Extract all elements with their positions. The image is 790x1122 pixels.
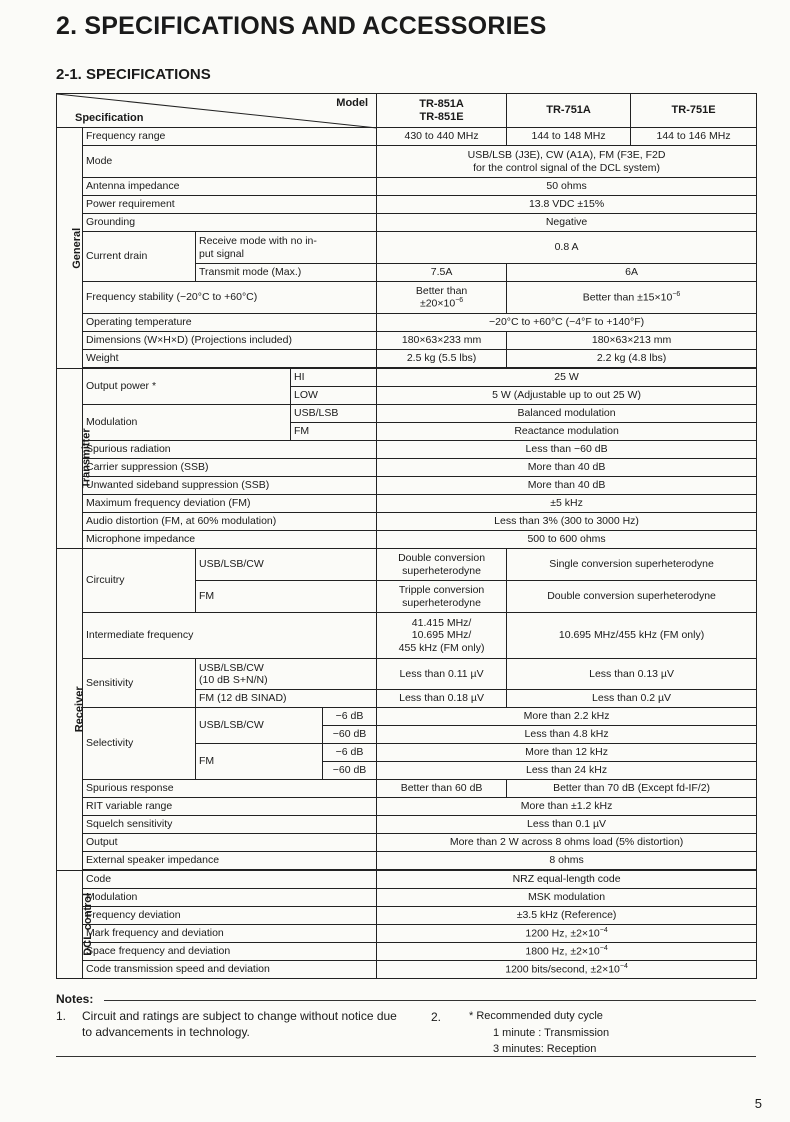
value-cell: 2.2 kg (4.8 lbs) [507,350,757,368]
db-label: −60 dB [323,762,377,780]
table-header-row [57,94,757,128]
notes-title: Notes: [56,992,94,1006]
table-row [57,314,757,332]
value-cell: 180×63×213 mm [507,332,757,350]
value-cell: Less than −60 dB [377,441,757,459]
note-text: 1 minute : Transmission [493,1026,610,1039]
table-row [57,369,757,387]
table-row [57,889,757,907]
value-cell: 7.5A [377,264,507,282]
db-label: −6 dB [323,708,377,726]
row-label: Selectivity [83,708,196,780]
value-cell: More than 2 W across 8 ohms load (5% distortion) [377,834,757,852]
value-cell: ±3.5 kHz (Reference) [377,907,757,925]
table-row [57,196,757,214]
table-row [57,613,757,659]
notes-section [56,992,756,1055]
row-label: Mode [83,146,377,178]
db-label: −60 dB [323,726,377,744]
row-label: Mark frequency and deviation [83,925,377,943]
model-col-tr751e: TR-751E [631,94,757,128]
sub-label: USB/LSB/CW (10 dB S+N/N) [196,659,377,690]
value-cell: Less than 0.2 µV [507,690,757,708]
group-transmitter: Transmitter [57,369,83,549]
table-row [57,477,757,495]
sub-label: LOW [291,387,377,405]
group-receiver: Receiver [57,549,83,871]
table-row [57,798,757,816]
notes-divider [56,1056,756,1057]
row-label: Microphone impedance [83,531,377,549]
row-label: Squelch sensitivity [83,816,377,834]
table-row [57,708,757,726]
row-label: Intermediate frequency [83,613,377,659]
row-label: Space frequency and deviation [83,943,377,961]
row-label: Weight [83,350,377,368]
value-cell: 2.5 kg (5.5 lbs) [377,350,507,368]
note-number: 2. [431,1010,442,1024]
note-text: 3 minutes: Reception [493,1043,597,1055]
value-cell: Less than 24 kHz [377,762,757,780]
value-cell: 144 to 148 MHz [507,128,631,146]
row-label: Current drain [83,232,196,282]
value-cell: 50 ohms [377,178,757,196]
value-cell: Tripple conversion superheterodyne [377,581,507,613]
sub-label: FM [291,423,377,441]
table-row [57,780,757,798]
db-label: −6 dB [323,744,377,762]
value-cell: 500 to 600 ohms [377,531,757,549]
notes-divider [104,1000,756,1001]
value-cell: 8 ohms [377,852,757,870]
row-label: Audio distortion (FM, at 60% modulation) [83,513,377,531]
row-label: Frequency range [83,128,377,146]
row-label: Sensitivity [83,659,196,708]
table-row [57,405,757,423]
table-row [57,907,757,925]
specification-label: Specification [75,112,144,125]
table-row [57,961,757,979]
page-number: 5 [754,1096,762,1111]
value-cell: Single conversion superheterodyne [507,549,757,581]
row-label: Modulation [83,405,291,441]
model-col-tr751a: TR-751A [507,94,631,128]
row-label: Unwanted sideband suppression (SSB) [83,477,377,495]
row-label: Modulation [83,889,377,907]
table-row [57,925,757,943]
value-cell: Negative [377,214,757,232]
value-cell: 1200 Hz, $\pm 2\times 10^{-4}$ [377,925,757,943]
table-row [57,871,757,889]
sub-label: FM (12 dB SINAD) [196,690,377,708]
row-label: Power requirement [83,196,377,214]
value-cell: 13.8 VDC ±15% [377,196,757,214]
value-cell: NRZ equal-length code [377,871,757,889]
value-cell: 1200 bits/second, $\pm 2\times 10^{-4}$ [377,961,757,979]
value-cell: Better than $\pm 20\times 10^{-6}$ [377,282,507,314]
model-col-tr851: TR-851A TR-851E [377,94,507,128]
value-cell: 430 to 440 MHz [377,128,507,146]
row-label: Spurious response [83,780,377,798]
header-corner-cell [57,94,377,128]
value-cell: More than 40 dB [377,477,757,495]
row-label: Grounding [83,214,377,232]
table-row [57,178,757,196]
table-row [57,232,757,264]
row-label: Dimensions (W×H×D) (Projections included) [83,332,377,350]
value-cell: Better than 70 dB (Except fd-IF/2) [507,780,757,798]
value-cell: 6A [507,264,757,282]
value-cell: Less than 0.13 µV [507,659,757,690]
note-text: Circuit and ratings are subject to change without notice due to advancements in technology. [82,1009,397,1040]
value-cell: Balanced modulation [377,405,757,423]
table-row [57,513,757,531]
model-label: Model [336,97,369,109]
row-label: Frequency stability (−20°C to +60°C) [83,282,377,314]
value-cell: 180×63×233 mm [377,332,507,350]
value-cell: More than 40 dB [377,459,757,477]
value-cell: Less than 3% (300 to 3000 Hz) [377,513,757,531]
value-cell: Less than 0.18 µV [377,690,507,708]
value-cell: More than ±1.2 kHz [377,798,757,816]
table-row [57,531,757,549]
value-cell: USB/LSB (J3E), CW (A1A), FM (F3E, F2D for the control signal of the DCL system) [377,146,757,178]
sub-label: Transmit mode (Max.) [196,264,377,282]
note-text: * Recommended duty cycle [469,1010,603,1022]
table-row [57,852,757,870]
specifications-table [56,93,757,979]
table-row [57,146,757,178]
value-cell: −20°C to +60°C (−4°F to +140°F) [377,314,757,332]
row-label: Code [83,871,377,889]
row-label: Carrier suppression (SSB) [83,459,377,477]
sub-label: HI [291,369,377,387]
value-cell: 10.695 MHz/455 kHz (FM only) [507,613,757,659]
table-row [57,834,757,852]
value-cell: 1800 Hz, $\pm 2\times 10^{-4}$ [377,943,757,961]
value-cell: More than 12 kHz [377,744,757,762]
row-label: Output power * [83,369,291,405]
page-title: 2. SPECIFICATIONS AND ACCESSORIES [56,12,547,40]
row-label: Antenna impedance [83,178,377,196]
value-cell: 0.8 A [377,232,757,264]
row-label: Code transmission speed and deviation [83,961,377,979]
value-cell: MSK modulation [377,889,757,907]
row-label: Operating temperature [83,314,377,332]
value-cell: 5 W (Adjustable up to out 25 W) [377,387,757,405]
table-row [57,282,757,314]
table-row [57,350,757,368]
sub-label: USB/LSB/CW [196,549,377,581]
table-row [57,128,757,146]
table-row [57,549,757,581]
group-general: General [57,128,83,369]
table-row [57,495,757,513]
table-row [57,332,757,350]
row-label: RIT variable range [83,798,377,816]
note-1 [56,1008,406,1040]
sub-label: Receive mode with no in- put signal [196,232,377,264]
value-cell: 144 to 146 MHz [631,128,757,146]
table-row [57,943,757,961]
row-label: Circuitry [83,549,196,613]
value-cell: Better than 60 dB [377,780,507,798]
table-row [57,816,757,834]
value-cell: More than 2.2 kHz [377,708,757,726]
sub-label: FM [196,744,323,780]
value-cell: Less than 0.1 µV [377,816,757,834]
table-row [57,459,757,477]
row-label: Maximum frequency deviation (FM) [83,495,377,513]
sub-label: USB/LSB/CW [196,708,323,744]
value-cell: 41.415 MHz/ 10.695 MHz/ 455 kHz (FM only) [377,613,507,659]
value-cell: Double conversion superheterodyne [507,581,757,613]
sub-label: USB/LSB [291,405,377,423]
value-cell: ±5 kHz [377,495,757,513]
table-row [57,441,757,459]
section-title: 2-1. SPECIFICATIONS [56,66,211,83]
value-cell: Double conversion superheterodyne [377,549,507,581]
value-cell: Less than 0.11 µV [377,659,507,690]
value-cell: Reactance modulation [377,423,757,441]
value-cell: Better than $\pm 15\times 10^{-6}$ [507,282,757,314]
table-row [57,214,757,232]
value-cell: Less than 4.8 kHz [377,726,757,744]
row-label: External speaker impedance [83,852,377,870]
value-cell: 25 W [377,369,757,387]
note-2 [431,1008,609,1058]
row-label: Frequency deviation [83,907,377,925]
row-label: Spurious radiation [83,441,377,459]
group-dcl-control: DCL control [57,871,83,979]
table-row [57,659,757,690]
row-label: Output [83,834,377,852]
note-number: 1. [56,1009,67,1023]
sub-label: FM [196,581,377,613]
